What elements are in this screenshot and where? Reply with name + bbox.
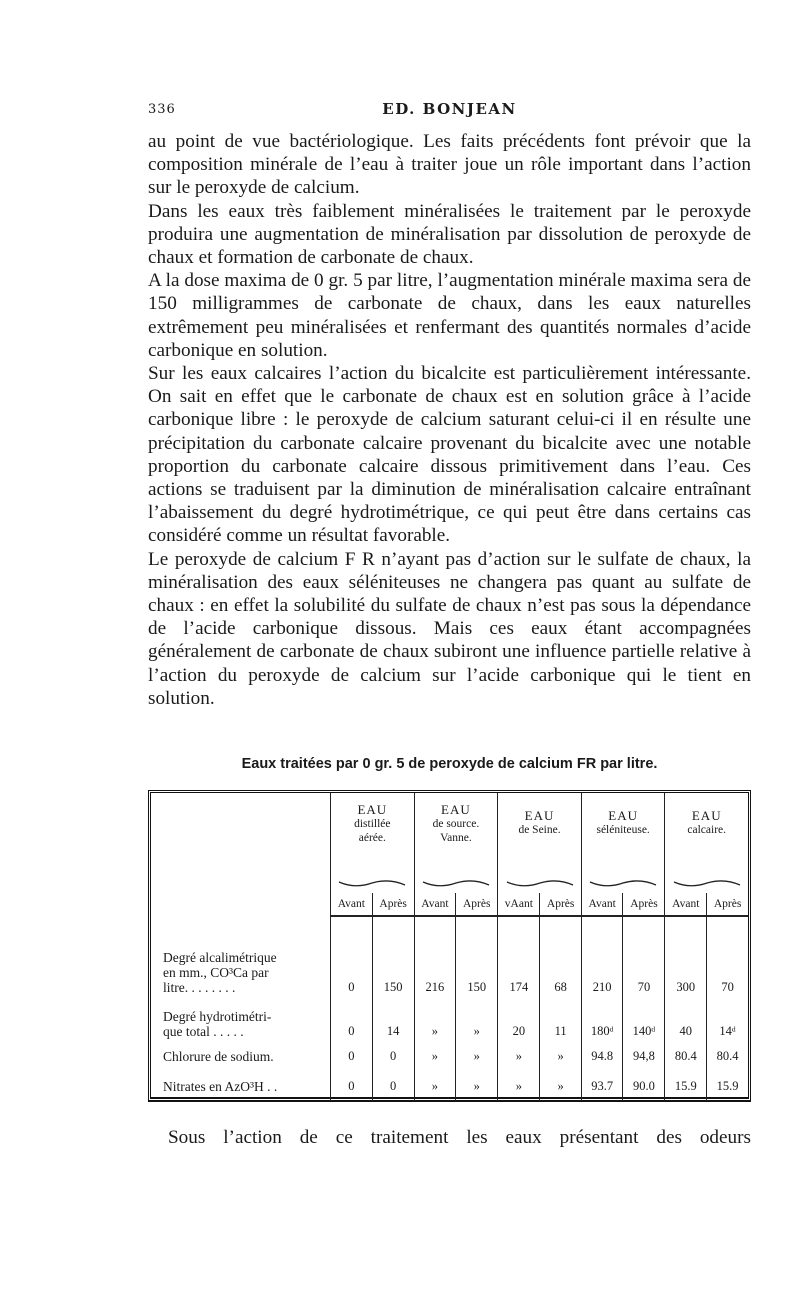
table-cell: 174 xyxy=(498,941,540,997)
sub-header: Après xyxy=(540,893,581,916)
paragraph: au point de vue bactériologique. Les faits précédents font prévoir que la composition minérale de l’eau à traiter joue un rôle important dans l’action sur le peroxyde de calcium. xyxy=(148,131,751,199)
table-cell: » xyxy=(414,1071,456,1101)
column-header-distilled: EAU distillée aérée. xyxy=(331,793,415,877)
continuation-line: Sous l’action de ce traitement les eaux présentant des odeurs xyxy=(168,1127,751,1148)
table-row xyxy=(151,997,748,1041)
table-cell: » xyxy=(456,1041,498,1071)
table-row xyxy=(151,1071,748,1101)
table-cell: 150 xyxy=(372,941,414,997)
table-cell: 210 xyxy=(581,941,623,997)
table-cell: 94.8 xyxy=(581,1041,623,1071)
table-cell: 70 xyxy=(623,941,665,997)
table-cell: 180ᵈ xyxy=(581,997,623,1041)
table-cell: » xyxy=(540,1071,581,1101)
table-cell: 150 xyxy=(456,941,498,997)
brace-glyph xyxy=(665,877,748,893)
table-cell: 80.4 xyxy=(665,1041,707,1071)
table-cell: » xyxy=(498,1071,540,1101)
table-cell: » xyxy=(456,1071,498,1101)
table-cell: 0 xyxy=(331,941,373,997)
table-cell: 80.4 xyxy=(707,1041,748,1071)
column-header-seine: EAU de Seine. xyxy=(498,793,582,877)
table-cell: 216 xyxy=(414,941,456,997)
table-caption: Eaux traitées par 0 gr. 5 de peroxyde de calcium FR par litre. xyxy=(241,756,658,772)
table-cell: » xyxy=(540,1041,581,1071)
sub-header-row xyxy=(151,893,748,916)
column-header-calcareous: EAU calcaire. xyxy=(665,793,748,877)
table-cell: 0 xyxy=(331,997,373,1041)
row-label: Degré hydrotimétri- que total . . . . . xyxy=(163,1009,272,1039)
table-corner xyxy=(151,793,331,877)
table-cell: » xyxy=(414,997,456,1041)
table-cell: 0 xyxy=(372,1041,414,1071)
body-text xyxy=(148,130,751,710)
row-label: Chlorure de sodium. xyxy=(163,1048,274,1064)
table-cell: 68 xyxy=(540,941,581,997)
sub-header: Après xyxy=(707,893,748,916)
table-cell: 94,8 xyxy=(623,1041,665,1071)
table-cell: 20 xyxy=(498,997,540,1041)
sub-header: vAant xyxy=(498,893,540,916)
table-cell: 0 xyxy=(331,1041,373,1071)
table-cell: » xyxy=(414,1041,456,1071)
sub-header: Avant xyxy=(665,893,707,916)
table-cell: 0 xyxy=(331,1071,373,1101)
table-cell: » xyxy=(456,997,498,1041)
brace-glyph xyxy=(414,877,498,893)
table-cell: 93.7 xyxy=(581,1071,623,1101)
column-header-selenitic: EAU séléniteuse. xyxy=(581,793,665,877)
table-cell: 300 xyxy=(665,941,707,997)
table-cell: 70 xyxy=(707,941,748,997)
table-row xyxy=(151,941,748,997)
water-analysis-table xyxy=(148,790,751,1102)
table-cell: » xyxy=(498,1041,540,1071)
brace-glyph xyxy=(581,877,665,893)
sub-header: Avant xyxy=(414,893,456,916)
running-head-author: ED. BONJEAN xyxy=(382,100,517,118)
table-cell: 14ᵈ xyxy=(707,997,748,1041)
table-cell: 15.9 xyxy=(665,1071,707,1101)
paragraph: Dans les eaux très faiblement minéralisées le traitement par le peroxyde produira une augmentation de minéralisation par dissolution de peroxyde de chaux et formation de carbonate de chaux. xyxy=(148,200,751,269)
paragraph: A la dose maxima de 0 gr. 5 par litre, l’augmentation minérale maxima sera de 150 milligrammes de carbonate de chaux, dans les eaux naturelles extrêmement peu minéralisées et renfermant des quantités normales d’acide carbonique en solution. xyxy=(148,270,751,361)
sub-header: Avant xyxy=(331,893,373,916)
row-label: Degré alcalimétrique en mm., CO³Ca par litre. . . . . . . . xyxy=(163,950,277,995)
table-cell: 0 xyxy=(372,1071,414,1101)
page-number: 336 xyxy=(148,102,176,117)
sub-header: Après xyxy=(456,893,498,916)
paragraph: Sur les eaux calcaires l’action du bicalcite est particulièrement intéressante. On sait en effet que le carbonate de chaux est en solution grâce à l’acide carbonique libre : le peroxyde de calcium saturant celui-ci il en résulte une précipitation du carbonate calcaire provenant du bicalcite avec une notable proportion du carbonate calcaire dissous primitivement dans l’eau. Ces actions se traduisent par la diminution de minéralisation calcaire entraînant l’abaissement du degré hydrotimétrique, ce qui peut être dans certains cas considéré comme un résultat favorable. xyxy=(148,363,751,547)
table-cell: 15.9 xyxy=(707,1071,748,1101)
sub-header: Après xyxy=(372,893,414,916)
table-cell: 14 xyxy=(372,997,414,1041)
brace-glyph xyxy=(331,877,415,893)
row-label: Nitrates en AzO³H . . xyxy=(163,1078,278,1094)
table-cell: 11 xyxy=(540,997,581,1041)
table-row xyxy=(151,1041,748,1071)
sub-header: Après xyxy=(623,893,665,916)
paragraph: Le peroxyde de calcium F R n’ayant pas d’action sur le sulfate de chaux, la minéralisation des eaux séléniteuses ne changera pas quant au sulfate de chaux : en effet la solubilité du sulfate de chaux n’est pas sous la dépendance de l’acide carbonique dissous. Mais ces eaux étant accompagnées généralement de carbonate de chaux subiront une influence partielle relative à l’action du peroxyde de calcium sur l’acide carbonique qui le tient en solution. xyxy=(148,548,751,709)
brace-glyph xyxy=(498,877,582,893)
running-head xyxy=(148,100,751,124)
table-cell: 40 xyxy=(665,997,707,1041)
sub-header: Avant xyxy=(581,893,623,916)
column-header-source: EAU de source. Vanne. xyxy=(414,793,498,877)
table-cell: 90.0 xyxy=(623,1071,665,1101)
table-cell: 140ᵈ xyxy=(623,997,665,1041)
